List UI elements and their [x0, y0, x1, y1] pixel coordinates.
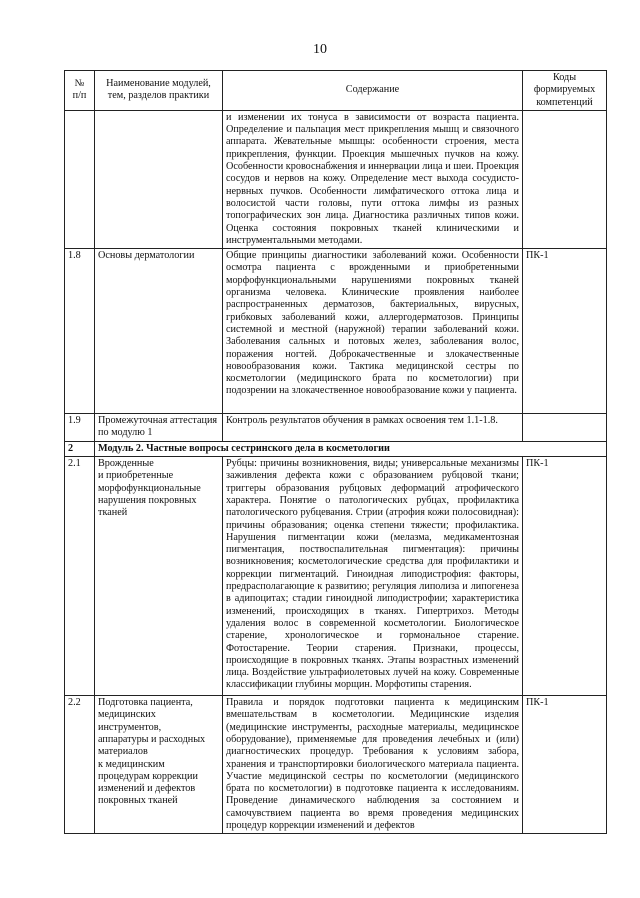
row-num: 2.2 — [65, 696, 95, 834]
header-name: Наименование модулей, тем, разделов практики — [95, 71, 223, 111]
program-table — [64, 70, 607, 834]
row-codes: ПК-1 — [523, 696, 607, 834]
header-num: № п/п — [65, 71, 95, 111]
section-title: Модуль 2. Частные вопросы сестринского дела в косметологии — [95, 441, 607, 456]
row-num: 2.1 — [65, 457, 95, 696]
header-content: Содержание — [223, 71, 523, 111]
row-codes: ПК-1 — [523, 249, 607, 414]
table-header-row — [65, 71, 607, 111]
row-name: Основы дерматологии — [95, 249, 223, 414]
section-num: 2 — [65, 441, 95, 456]
row-num: 1.9 — [65, 414, 95, 442]
row-content: Контроль результатов обучения в рамках освоения тем 1.1-1.8. — [223, 414, 523, 442]
table-row — [65, 414, 607, 442]
row-content: и изменении их тонуса в зависимости от возраста пациента. Определение и пальпация мест прикрепления мышц и связочного аппарата. Жевательные мышцы: особенности строения, места прикрепления, функции. Проекция мышечных пучков на кожу. Особенности кровоснабжения и иннервации лица и шеи. Проекция сосудов и нервов на кожу. Определение мест выхода сосудисто-нервных пучков. Особенности лимфатического оттока лица и волосистой части головы, пути оттока лимфы из разных топографических зон лица. Диагностика различных типов кожи. Оценка состояния покровных тканей клиническими и инструментальными методами. — [223, 110, 523, 248]
page-number: 10 — [313, 42, 327, 57]
row-name: Подготовка пациента, медицинских инструментов, аппаратуры и расходных материалов к медицинским процедурам коррекции изменений и дефектов покровных тканей — [95, 696, 223, 834]
row-name: Промежуточная аттестация по модулю 1 — [95, 414, 223, 442]
row-content: Рубцы: причины возникновения, виды; универсальные механизмы заживления дефекта кожи с образованием рубцовой ткани; триггеры образования рубцовых деформаций атрофического характера. Понятие о патологических рубцах, профилактика патологического рубцевания. Стрии (атрофия кожи полосовидная): причины образования; оценка степени тяжести; профилактика. Нарушения пигментации кожи (мелазма, медикаментозная пигментация, поствоспалительная пигментация): причины возникновения; косметологические средства для профилактики и коррекции пигментаций. Гиноидная липодистрофия: факторы, предрасполагающие к развитию; регуляция липолиза и липогенеза в адипоцитах; стадии гиноидной липодистрофии; характеристика изменений, происходящих в тканях. Гипертрихоз. Методы удаления волос в современной косметологии. Биологическое старение, хронологическое и гормональное старение. Фотостарение. Теории старения. Признаки, процессы, происходящие в покровных тканях. Этапы возрастных изменений лица. Воздействие ультрафиолетовых лучей на кожу. Современные классификации глубины морщин. Морфотипы старения. — [223, 457, 523, 696]
row-codes: ПК-1 — [523, 457, 607, 696]
table-row — [65, 696, 607, 834]
table-row — [65, 110, 607, 248]
row-content: Правила и порядок подготовки пациента к медицинским вмешательствам в косметологии. Медицинские изделия (медицинские инструменты, расходные материалы, медицинское оборудование), применяемые для проведения лечебных и (или) диагностических процедур. Требования к условиям забора, хранения и транспортировки биологического материала пациента. Участие медицинской сестры по косметологии (медицинского брата по косметологии) в подготовке пациента к исследованиям. Проведение динамического наблюдения за состоянием и самочувствием пациента во время проведения медицинских процедур коррекции изменений и дефектов — [223, 696, 523, 834]
row-num — [65, 110, 95, 248]
row-codes — [523, 110, 607, 248]
row-name: Врожденные и приобретенные морфофункциональные нарушения покровных тканей — [95, 457, 223, 696]
header-codes: Коды формируемых компетенций — [523, 71, 607, 111]
row-num: 1.8 — [65, 249, 95, 414]
module-section-row — [65, 441, 607, 456]
row-codes — [523, 414, 607, 442]
row-name — [95, 110, 223, 248]
table-row — [65, 249, 607, 414]
row-content: Общие принципы диагностики заболеваний кожи. Особенности осмотра пациента с врожденными и приобретенными морфофункциональными нарушениями покровных тканей организма человека. Клинические проявления наиболее распространенных дерматозов, бактериальных, вирусных, грибковых заболеваний кожи, аллергодерматозов. Принципы системной и местной (наружной) терапии заболеваний кожи. Заболевания сальных и потовых желез, заболевания волос, поражения ногтей. Доброкачественные и злокачественные новообразования кожи. Тактика медицинской сестры по косметологии (медицинского брата по косметологии) при подозрении на злокачественное новообразование кожи у пациента. — [223, 249, 523, 414]
table-row — [65, 457, 607, 696]
